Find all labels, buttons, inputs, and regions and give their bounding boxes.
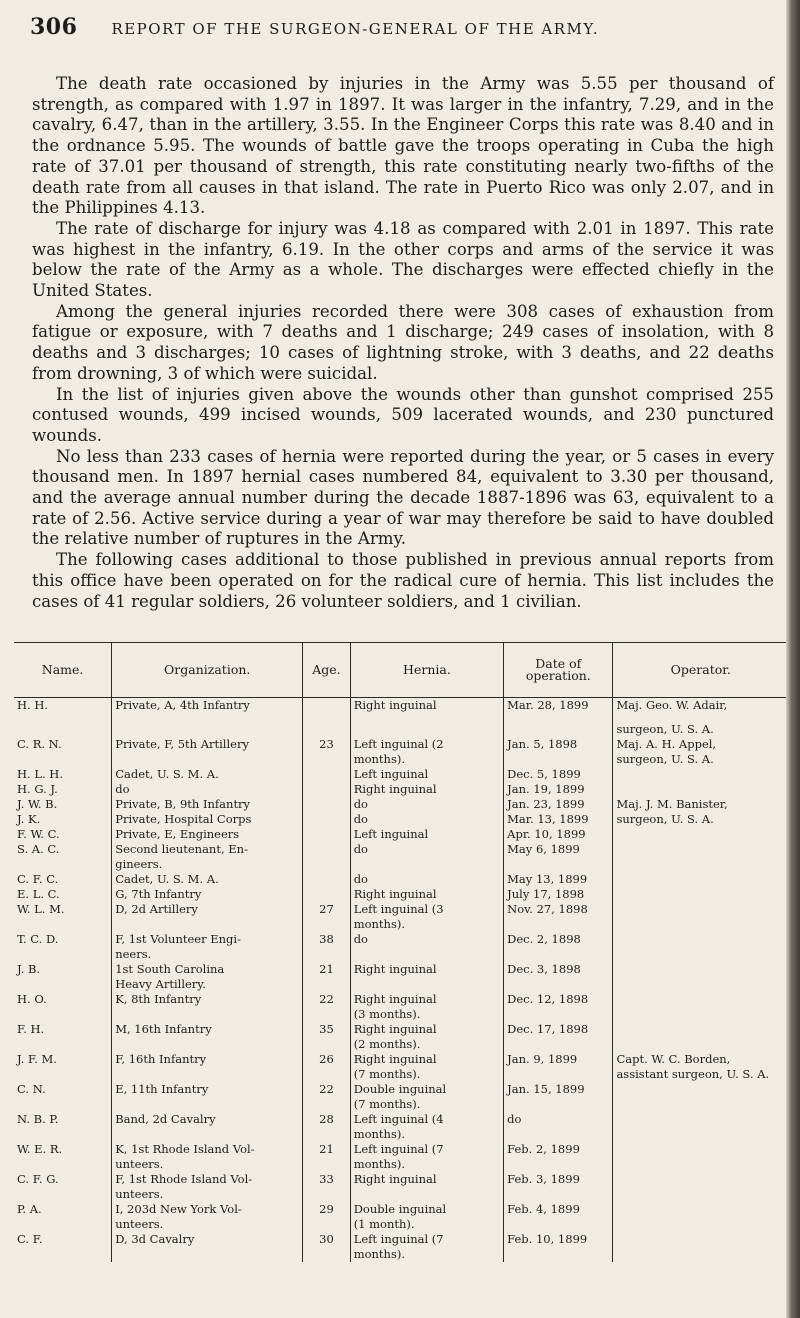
table-row (14, 767, 788, 782)
cell-date (504, 917, 613, 932)
cell-hernia (350, 947, 503, 962)
cell-hernia: do (350, 797, 503, 812)
cell-age: 22 (303, 1082, 350, 1097)
cell-organization: F, 1st Rhode Island Vol- (112, 1172, 303, 1187)
cell-operator (613, 872, 788, 887)
cell-operator (613, 1142, 788, 1157)
cell-organization: Band, 2d Cavalry (112, 1112, 303, 1127)
table-row (14, 992, 788, 1007)
table-row (14, 1067, 788, 1082)
cell-operator: assistant surgeon, U. S. A. (616, 1067, 770, 1081)
cell-date (504, 977, 613, 992)
column-header-hernia: Hernia. (350, 643, 503, 698)
column-header-age: Age. (303, 643, 350, 698)
table-row (14, 947, 788, 962)
cell-hernia: Left inguinal (4 (350, 1112, 503, 1127)
cell-name: T. C. D. (14, 932, 112, 947)
hernia-operations-table (14, 642, 788, 1262)
cell-name (14, 857, 112, 872)
cell-name (14, 977, 112, 992)
cell-age (303, 812, 350, 827)
cell-age (303, 698, 350, 714)
cell-operator: surgeon, U. S. A. (616, 722, 714, 736)
table-row (14, 1172, 788, 1187)
column-header-operator: Operator. (613, 643, 788, 698)
cell-age (303, 857, 350, 872)
cell-date: Feb. 3, 1899 (504, 1172, 613, 1187)
body-text (32, 74, 774, 612)
cell-hernia: Double inguinal (350, 1082, 503, 1097)
cell-name: S. A. C. (14, 842, 112, 857)
cell-name: H. L. H. (14, 767, 112, 782)
cell-date: Jan. 15, 1899 (504, 1082, 613, 1097)
cell-age (303, 1157, 350, 1172)
table-row (14, 1097, 788, 1112)
table-row (14, 1157, 788, 1172)
cell-date: Feb. 2, 1899 (504, 1142, 613, 1157)
cell-hernia: Right inguinal (350, 992, 503, 1007)
table-row (14, 698, 788, 714)
paragraph: The death rate occasioned by injuries in the Army was 5.55 per thousand of strength, as compared with 1.97 in 1897. It was larger in the infantry, 7.29, and in the cavalry, 6.47, than in the artillery, 3.55. In the Engineer Corps this rate was 8.40 and in the ordnance 5.95. The wounds of battle gave the troops operating in Cuba the high rate of 37.01 per thousand of strength, this rate constituting nearly two-fifths of the death rate from all causes in that island. The rate in Puerto Rico was only 2.07, and in the Philippines 4.13. (32, 74, 774, 218)
cell-name (14, 1247, 112, 1262)
cell-name: H. O. (14, 992, 112, 1007)
cell-hernia: Left inguinal (350, 827, 503, 842)
cell-date: Jan. 5, 1898 (504, 737, 613, 752)
cell-hernia: Right inguinal (350, 782, 503, 797)
cell-name (14, 1097, 112, 1112)
table-row (14, 842, 788, 857)
cell-operator: Maj. A. H. Appel, (616, 737, 717, 751)
cell-hernia: months). (350, 917, 503, 932)
cell-hernia (350, 1187, 503, 1202)
cell-hernia: Right inguinal (350, 1052, 503, 1067)
cell-age (303, 1097, 350, 1112)
table-row (14, 962, 788, 977)
cell-date: Feb. 4, 1899 (504, 1202, 613, 1217)
page-number: 306 (30, 14, 78, 40)
cell-hernia: Double inguinal (350, 1202, 503, 1217)
cell-organization: F, 1st Volunteer Engi- (112, 932, 303, 947)
cell-operator (613, 1247, 788, 1262)
cell-date (504, 1127, 613, 1142)
cell-date: Dec. 3, 1898 (504, 962, 613, 977)
cell-operator (613, 962, 788, 977)
cell-date: Dec. 2, 1898 (504, 932, 613, 947)
cell-operator (613, 1232, 788, 1247)
cell-operator (613, 1007, 788, 1022)
binding-edge (786, 0, 800, 1318)
cell-operator (613, 1097, 788, 1112)
cell-age (303, 827, 350, 842)
cell-hernia: do (350, 812, 503, 827)
table-row (14, 1007, 788, 1022)
cell-age (303, 1007, 350, 1022)
cell-age: 30 (303, 1232, 350, 1247)
paragraph: The rate of discharge for injury was 4.18 as compared with 2.01 in 1897. This rate was highest in the infantry, 6.19. In the other corps and arms of the service it was below the rate of the Army as a whole. The discharges were effected chiefly in the United States. (32, 218, 774, 301)
table-row (14, 1232, 788, 1247)
cell-age (303, 713, 350, 737)
cell-operator (613, 1022, 788, 1037)
cell-hernia: months). (350, 1127, 503, 1142)
cell-name (14, 1007, 112, 1022)
cell-organization: Private, B, 9th Infantry (112, 797, 303, 812)
cell-date: Jan. 23, 1899 (504, 797, 613, 812)
table-row (14, 902, 788, 917)
cell-operator (613, 887, 788, 902)
cell-hernia: (1 month). (350, 1217, 503, 1232)
cell-date (504, 1157, 613, 1172)
cell-operator (613, 1082, 788, 1097)
table-row (14, 857, 788, 872)
cell-operator (613, 1187, 788, 1202)
table-row (14, 887, 788, 902)
table-row (14, 1037, 788, 1052)
table-header-row (14, 643, 788, 698)
cell-organization: D, 3d Cavalry (112, 1232, 303, 1247)
table-row (14, 1052, 788, 1067)
cell-hernia: (7 months). (350, 1067, 503, 1082)
cell-organization (112, 1007, 303, 1022)
cell-date: Jan. 9, 1899 (504, 1052, 613, 1067)
cell-organization: E, 11th Infantry (112, 1082, 303, 1097)
cell-date: Dec. 12, 1898 (504, 992, 613, 1007)
cell-organization: 1st South Carolina (112, 962, 303, 977)
cell-operator (613, 857, 788, 872)
cell-organization (112, 752, 303, 767)
cell-name (14, 1127, 112, 1142)
cell-operator: surgeon, U. S. A. (616, 752, 714, 766)
cell-hernia: (2 months). (350, 1037, 503, 1052)
cell-age (303, 1037, 350, 1052)
cell-operator (613, 1112, 788, 1127)
cell-organization: unteers. (112, 1217, 303, 1232)
cell-organization: Private, E, Engineers (112, 827, 303, 842)
cell-age: 38 (303, 932, 350, 947)
cell-age: 33 (303, 1172, 350, 1187)
cell-organization: D, 2d Artillery (112, 902, 303, 917)
cell-organization: M, 16th Infantry (112, 1022, 303, 1037)
cell-operator (613, 932, 788, 947)
cell-name: J. W. B. (14, 797, 112, 812)
cell-name: C. N. (14, 1082, 112, 1097)
table-body (14, 698, 788, 1263)
table-row (14, 1202, 788, 1217)
cell-age (303, 1067, 350, 1082)
cell-date (504, 752, 613, 767)
cell-date (504, 713, 613, 737)
cell-date (504, 857, 613, 872)
cell-hernia: months). (350, 1247, 503, 1262)
cell-name: E. L. C. (14, 887, 112, 902)
cell-hernia: Right inguinal (350, 698, 503, 714)
table-row (14, 797, 788, 812)
cell-organization: Second lieutenant, En- (112, 842, 303, 857)
cell-name: C. F. C. (14, 872, 112, 887)
cell-date: May 13, 1899 (504, 872, 613, 887)
cell-hernia: Right inguinal (350, 1022, 503, 1037)
cell-age (303, 977, 350, 992)
cell-date: Apr. 10, 1899 (504, 827, 613, 842)
cell-operator (613, 992, 788, 1007)
cell-hernia: Left inguinal (7 (350, 1232, 503, 1247)
cell-organization: I, 203d New York Vol- (112, 1202, 303, 1217)
cell-organization: neers. (112, 947, 303, 962)
cell-age: 29 (303, 1202, 350, 1217)
cell-age: 28 (303, 1112, 350, 1127)
table-row (14, 1127, 788, 1142)
cell-organization: unteers. (112, 1157, 303, 1172)
table-row (14, 1022, 788, 1037)
cell-name (14, 1067, 112, 1082)
cell-operator (613, 947, 788, 962)
table-row (14, 737, 788, 752)
table-row (14, 1217, 788, 1232)
cell-name: C. R. N. (14, 737, 112, 752)
cell-name: F. W. C. (14, 827, 112, 842)
cell-organization: Cadet, U. S. M. A. (112, 767, 303, 782)
cell-operator (613, 902, 788, 917)
running-title: REPORT OF THE SURGEON-GENERAL OF THE ARMY. (111, 20, 600, 38)
cell-age (303, 767, 350, 782)
cell-hernia: months). (350, 752, 503, 767)
cell-organization: Private, Hospital Corps (112, 812, 303, 827)
cell-name: C. F. G. (14, 1172, 112, 1187)
cell-organization: Private, F, 5th Artillery (112, 737, 303, 752)
cell-operator: Maj. Geo. W. Adair, (616, 698, 728, 712)
cell-organization (112, 1127, 303, 1142)
cell-date (504, 1247, 613, 1262)
paragraph: No less than 233 cases of hernia were reported during the year, or 5 cases in every thousand men. In 1897 hernial cases numbered 84, equivalent to 3.30 per thousand, and the average annual number during the decade 1887-1896 was 63, equivalent to a rate of 2.56. Active service during a year of war may therefore be said to have doubled the relative number of ruptures in the Army. (32, 446, 774, 549)
cell-name: W. E. R. (14, 1142, 112, 1157)
table-row (14, 872, 788, 887)
cell-age: 21 (303, 1142, 350, 1157)
cell-organization (112, 917, 303, 932)
cell-name: J. B. (14, 962, 112, 977)
cell-name: J. K. (14, 812, 112, 827)
cell-organization (112, 1067, 303, 1082)
cell-date: Jan. 19, 1899 (504, 782, 613, 797)
cell-date (504, 1007, 613, 1022)
cell-date (504, 1097, 613, 1112)
cell-hernia: Right inguinal (350, 1172, 503, 1187)
cell-name: W. L. M. (14, 902, 112, 917)
cell-date: do (504, 1112, 613, 1127)
table-row (14, 827, 788, 842)
column-header-name: Name. (14, 643, 112, 698)
cell-name (14, 1187, 112, 1202)
table-row (14, 977, 788, 992)
cell-hernia (350, 713, 503, 737)
cell-name (14, 1157, 112, 1172)
cell-operator: Maj. J. M. Banister, (616, 797, 728, 811)
cell-name (14, 752, 112, 767)
cell-date: Dec. 5, 1899 (504, 767, 613, 782)
cell-hernia: Left inguinal (350, 767, 503, 782)
cell-age (303, 887, 350, 902)
cell-organization (112, 1247, 303, 1262)
cell-organization: Private, A, 4th Infantry (112, 698, 303, 714)
cell-date: Feb. 10, 1899 (504, 1232, 613, 1247)
cell-name: C. F. (14, 1232, 112, 1247)
table-row (14, 932, 788, 947)
cell-organization: Heavy Artillery. (112, 977, 303, 992)
cell-hernia (350, 977, 503, 992)
table-row (14, 1247, 788, 1262)
cell-age (303, 752, 350, 767)
cell-date: Dec. 17, 1898 (504, 1022, 613, 1037)
table-row (14, 1112, 788, 1127)
cell-age (303, 947, 350, 962)
table-row (14, 752, 788, 767)
cell-age: 23 (303, 737, 350, 752)
column-header-organization: Organization. (112, 643, 303, 698)
cell-operator (613, 827, 788, 842)
running-head (30, 14, 790, 44)
cell-hernia: (7 months). (350, 1097, 503, 1112)
cell-date (504, 1187, 613, 1202)
cell-age (303, 1247, 350, 1262)
paragraph: In the list of injuries given above the wounds other than gunshot comprised 255 contused wounds, 499 incised wounds, 509 lacerated wounds, and 230 punctured wounds. (32, 384, 774, 445)
cell-name: H. H. (14, 698, 112, 714)
cell-operator (613, 1172, 788, 1187)
cell-name: P. A. (14, 1202, 112, 1217)
cell-operator (613, 1202, 788, 1217)
cell-age (303, 797, 350, 812)
cell-age (303, 1127, 350, 1142)
table-row (14, 713, 788, 737)
paragraph: The following cases additional to those published in previous annual reports from this office have been operated on for the radical cure of hernia. This list includes the cases of 41 regular soldiers, 26 volunteer soldiers, and 1 civilian. (32, 550, 774, 611)
table-row (14, 782, 788, 797)
cell-hernia: months). (350, 1157, 503, 1172)
cell-date (504, 1067, 613, 1082)
cell-hernia: do (350, 872, 503, 887)
table-row (14, 917, 788, 932)
cell-age (303, 842, 350, 857)
cell-organization (112, 1097, 303, 1112)
cell-hernia: (3 months). (350, 1007, 503, 1022)
cell-operator (613, 842, 788, 857)
cell-organization: K, 1st Rhode Island Vol- (112, 1142, 303, 1157)
cell-organization: unteers. (112, 1187, 303, 1202)
cell-hernia: Right inguinal (350, 887, 503, 902)
table-row (14, 812, 788, 827)
cell-age (303, 1187, 350, 1202)
cell-date: July 17, 1898 (504, 887, 613, 902)
cell-operator (613, 1127, 788, 1142)
cell-name: H. G. J. (14, 782, 112, 797)
cell-age (303, 782, 350, 797)
cell-name: J. F. M. (14, 1052, 112, 1067)
cell-age: 27 (303, 902, 350, 917)
cell-age: 21 (303, 962, 350, 977)
cell-organization (112, 1037, 303, 1052)
cell-operator (613, 767, 788, 782)
cell-operator (613, 917, 788, 932)
cell-name (14, 1217, 112, 1232)
cell-organization (112, 713, 303, 737)
cell-hernia: Left inguinal (7 (350, 1142, 503, 1157)
cell-operator (613, 977, 788, 992)
cell-operator: surgeon, U. S. A. (616, 812, 714, 826)
cell-date (504, 1217, 613, 1232)
cell-operator (613, 1217, 788, 1232)
cell-name (14, 947, 112, 962)
cell-name: N. B. P. (14, 1112, 112, 1127)
cell-age (303, 1217, 350, 1232)
cell-hernia (350, 857, 503, 872)
cell-date: Mar. 13, 1899 (504, 812, 613, 827)
cell-name (14, 713, 112, 737)
cell-organization: do (112, 782, 303, 797)
table-row (14, 1142, 788, 1157)
cell-date (504, 947, 613, 962)
cell-date (504, 1037, 613, 1052)
cell-organization: G, 7th Infantry (112, 887, 303, 902)
cell-age (303, 917, 350, 932)
cell-operator (613, 1037, 788, 1052)
cell-hernia: Left inguinal (3 (350, 902, 503, 917)
cell-operator (613, 1157, 788, 1172)
cell-age: 35 (303, 1022, 350, 1037)
cell-name (14, 1037, 112, 1052)
cell-age: 22 (303, 992, 350, 1007)
table-row (14, 1082, 788, 1097)
cell-hernia: Left inguinal (2 (350, 737, 503, 752)
cell-hernia: Right inguinal (350, 962, 503, 977)
cell-operator: Capt. W. C. Borden, (616, 1052, 731, 1066)
cell-hernia: do (350, 932, 503, 947)
cell-organization: K, 8th Infantry (112, 992, 303, 1007)
cell-organization: Cadet, U. S. M. A. (112, 872, 303, 887)
cell-date: Mar. 28, 1899 (504, 698, 613, 714)
paragraph: Among the general injuries recorded there were 308 cases of exhaustion from fatigue or exposure, with 7 deaths and 1 discharge; 249 cases of insolation, with 8 deaths and 3 discharges; 10 cases of lightning stroke, with 3 deaths, and 22 deaths from drowning, 3 of which were suicidal. (32, 301, 774, 383)
cell-date: Nov. 27, 1898 (504, 902, 613, 917)
cell-name (14, 917, 112, 932)
table-row (14, 1187, 788, 1202)
cell-age: 26 (303, 1052, 350, 1067)
cell-hernia: do (350, 842, 503, 857)
cell-name: F. H. (14, 1022, 112, 1037)
cell-organization: F, 16th Infantry (112, 1052, 303, 1067)
cell-operator (613, 782, 788, 797)
cell-age (303, 872, 350, 887)
cell-date: May 6, 1899 (504, 842, 613, 857)
column-header-date: Date of operation. (504, 643, 613, 698)
cell-organization: gineers. (112, 857, 303, 872)
